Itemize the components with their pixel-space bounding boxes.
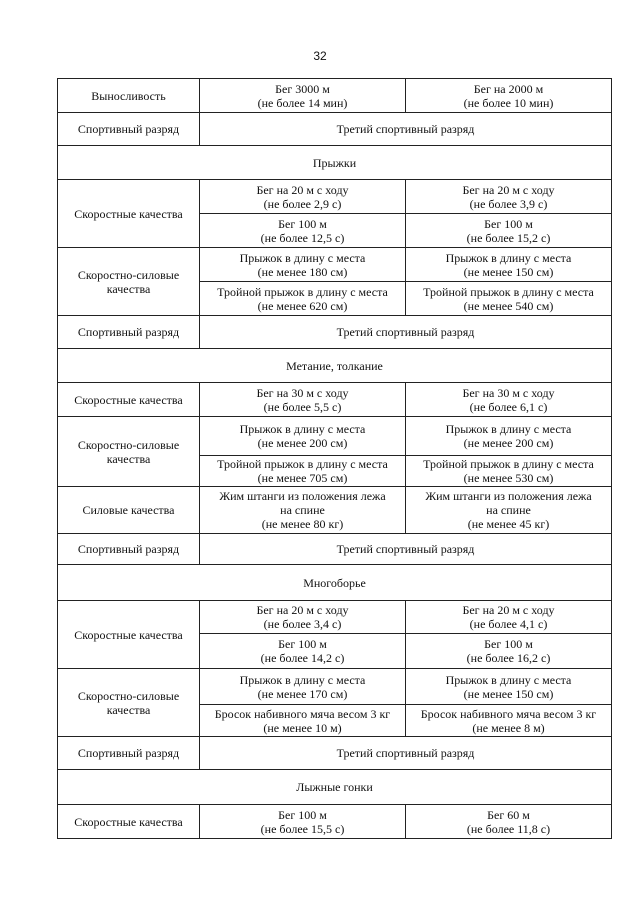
cell-line: (не менее 200 см) [463,436,554,450]
quality-row [58,383,612,417]
cell-line: (не менее 150 см) [463,686,554,701]
quality-row [58,669,612,705]
norm-cell [406,248,612,282]
quality-label [58,669,200,737]
section-row [58,565,612,601]
cell-line: Тройной прыжок в длину с места [217,284,388,299]
quality-row [58,248,612,282]
norm-cell [200,456,406,487]
norm-cell [200,487,406,534]
cell-line: (не менее 530 см) [463,471,554,485]
norm-cell [406,456,612,487]
rank-row [58,316,612,349]
rank-row [58,737,612,770]
cell-line: (не менее 620 см) [257,298,348,313]
norm-cell [200,383,406,417]
cell-line: качества [106,451,151,466]
norm-cell [406,805,612,839]
cell-line: (не менее 170 см) [257,686,348,701]
cell-line: (не менее 150 см) [463,264,554,279]
cell-line: Бег 60 м [487,807,530,822]
cell-line: (не более 14,2 с) [260,651,345,665]
rank-label: Спортивный разряд [58,113,200,146]
cell-line: Тройной прыжок в длину с места [423,284,594,299]
norm-cell [406,79,612,113]
cell-line: (не более 3,4 с) [263,617,342,631]
norm-cell [200,282,406,316]
norm-cell [406,180,612,214]
cell-line: Прыжок в длину с места [445,672,572,687]
cell-line: Бег на 30 м с ходу [462,385,555,400]
quality-row [58,180,612,214]
norm-cell [200,214,406,248]
cell-line: (не более 3,9 с) [469,196,548,211]
cell-line: Скоростно-силовые [77,688,180,703]
cell-line: качества [106,702,151,717]
cell-line: на спине [486,503,531,517]
quality-row [58,487,612,534]
page-number: 32 [313,49,327,63]
cell-line: Прыжок в длину с места [445,250,572,265]
norm-cell [200,805,406,839]
quality-label: Скоростные качества [58,805,200,839]
cell-line: Скоростные качества [74,627,183,642]
cell-line: (не менее 10 м) [263,720,342,735]
section-title: Метание, толкание [58,349,612,383]
cell-line: Скоростные качества [74,206,183,221]
cell-line: Бег 100 м [484,637,533,651]
rank-label: Спортивный разряд [58,534,200,565]
norm-cell [200,601,406,634]
section-title: Многоборье [58,565,612,601]
norm-cell [406,669,612,705]
cell-line: (не менее 8 м) [472,720,545,735]
norm-cell [200,634,406,669]
cell-line: качества [106,281,151,296]
quality-row [58,79,612,113]
cell-line: Жим штанги из положения лежа [425,489,592,503]
section-row [58,770,612,805]
cell-line: (не более 14 мин) [257,95,348,110]
quality-label [58,601,200,669]
cell-line: Прыжок в длину с места [445,422,572,436]
norm-cell [406,487,612,534]
quality-row [58,601,612,634]
section-title: Прыжки [58,146,612,180]
cell-line: Бег 100 м [278,637,327,651]
norms-table-body [58,79,612,839]
cell-line: на спине [280,503,325,517]
cell-line: Бег 100 м [484,216,533,231]
norm-cell [200,180,406,214]
cell-line: Жим штанги из положения лежа [219,489,386,503]
cell-line: Бег 100 м [278,216,327,231]
cell-line: Бег на 20 м с ходу [256,182,349,197]
rank-row [58,534,612,565]
cell-line: (не более 5,5 с) [263,399,342,414]
cell-line: Бросок набивного мяча весом 3 кг [214,706,391,721]
norm-cell [406,282,612,316]
norm-cell [406,601,612,634]
quality-label [58,248,200,316]
rank-label: Спортивный разряд [58,737,200,770]
norm-cell [200,248,406,282]
norm-cell [200,705,406,737]
cell-line: Бег на 30 м с ходу [256,385,349,400]
section-row [58,349,612,383]
cell-line: (не менее 200 см) [257,436,348,450]
norm-cell [406,634,612,669]
rank-value: Третий спортивный разряд [200,316,612,349]
quality-label: Силовые качества [58,487,200,534]
cell-line: Тройной прыжок в длину с места [217,457,388,471]
cell-line: (не менее 705 см) [257,471,348,485]
cell-line: Бег 3000 м [275,81,330,96]
cell-line: (не менее 45 кг) [467,517,550,531]
rank-label: Спортивный разряд [58,316,200,349]
cell-line: (не более 4,1 с) [469,617,548,631]
norm-cell [200,669,406,705]
rank-value: Третий спортивный разряд [200,534,612,565]
cell-line: Прыжок в длину с места [239,250,366,265]
norm-cell [406,417,612,456]
cell-line: (не более 12,5 с) [260,230,345,245]
rank-value: Третий спортивный разряд [200,737,612,770]
cell-line: Прыжок в длину с места [239,422,366,436]
cell-line: Бег на 2000 м [473,81,544,96]
norms-table [57,78,612,839]
norm-cell [200,79,406,113]
cell-line: (не менее 540 см) [463,298,554,313]
quality-label [58,417,200,487]
cell-line: (не более 2,9 с) [263,196,342,211]
cell-line: Прыжок в длину с места [239,672,366,687]
cell-line: Бросок набивного мяча весом 3 кг [420,706,597,721]
cell-line: Скоростно-силовые [77,437,180,452]
cell-line: (не более 15,5 с) [260,821,345,836]
quality-row [58,805,612,839]
cell-line: Скоростно-силовые [77,267,180,282]
quality-row [58,417,612,456]
cell-line: (не более 6,1 с) [469,399,548,414]
norm-cell [406,214,612,248]
cell-line: (не более 16,2 с) [466,651,551,665]
cell-line: Тройной прыжок в длину с места [423,457,594,471]
section-row [58,146,612,180]
cell-line: (не менее 80 кг) [261,517,344,531]
cell-line: Бег на 20 м с ходу [462,603,555,617]
cell-line: (не менее 180 см) [257,264,348,279]
section-title: Лыжные гонки [58,770,612,805]
quality-label [58,180,200,248]
cell-line: (не более 15,2 с) [466,230,551,245]
norm-cell [406,383,612,417]
cell-line: Бег на 20 м с ходу [462,182,555,197]
norm-cell [406,705,612,737]
rank-value: Третий спортивный разряд [200,113,612,146]
quality-label: Выносливость [58,79,200,113]
cell-line: Бег 100 м [278,807,327,822]
cell-line: Бег на 20 м с ходу [256,603,349,617]
norm-cell [200,417,406,456]
cell-line: (не более 10 мин) [463,95,554,110]
cell-line: (не более 11,8 с) [466,821,551,836]
quality-label: Скоростные качества [58,383,200,417]
rank-row [58,113,612,146]
